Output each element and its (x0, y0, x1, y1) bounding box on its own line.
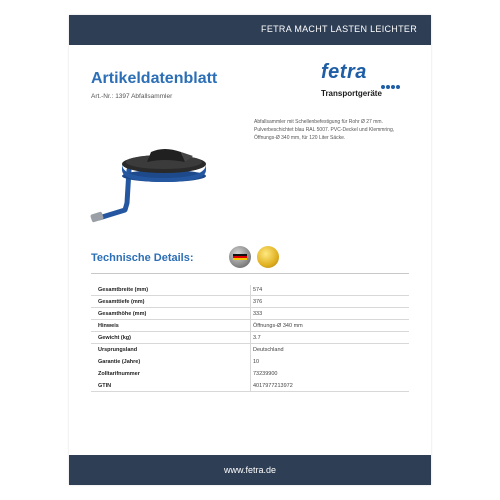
logo-subtitle: Transportgeräte (321, 89, 382, 98)
spec-label: Garantie (Jahre) (98, 359, 141, 365)
spec-label: Gesamtbreite (mm) (98, 287, 149, 293)
fetra-logo (321, 61, 411, 107)
footer-bar (69, 455, 431, 485)
logo-dots-icon (381, 76, 401, 94)
technical-details-heading: Technische Details: (91, 252, 194, 264)
spec-row (91, 297, 409, 308)
heading-divider (91, 273, 409, 274)
spec-label: Zolltarifnummer (98, 371, 140, 377)
footer-url: www.fetra.de (223, 465, 277, 475)
row-separator (91, 295, 409, 296)
spec-row (91, 369, 409, 380)
spec-row (91, 321, 409, 332)
row-separator (91, 343, 409, 344)
spec-value: 73239900 (253, 371, 278, 377)
logo-brand: fetra (321, 61, 367, 83)
spec-row (91, 285, 409, 296)
row-separator (91, 391, 409, 392)
spec-label: Gesamthöhe (mm) (98, 311, 147, 317)
warranty-badge-icon (257, 246, 279, 268)
spec-value: 10 (253, 359, 260, 365)
made-in-germany-badge-icon (229, 246, 251, 268)
spec-row (91, 309, 409, 320)
row-separator (91, 319, 409, 320)
slogan: FETRA MACHT LASTEN LEICHTER (261, 24, 417, 34)
article-number: Art.-Nr.: 1397 Abfallsammler (91, 93, 173, 100)
spec-label: Gesamttiefe (mm) (98, 299, 145, 305)
row-separator (91, 331, 409, 332)
spec-value: Öffnungs-Ø 340 mm (253, 323, 303, 329)
spec-value: Deutschland (253, 347, 284, 353)
spec-value: 333 (253, 311, 263, 317)
spec-label: Ursprungsland (98, 347, 138, 353)
spec-row (91, 357, 409, 368)
datasheet-page (69, 15, 431, 485)
spec-label: Hinweis (98, 323, 119, 329)
spec-value: 376 (253, 299, 263, 305)
page-title: Artikeldatenblatt (91, 70, 218, 87)
spec-value: 3.7 (253, 335, 261, 341)
spec-row (91, 333, 409, 344)
spec-value: 4017977213972 (253, 383, 293, 389)
spec-value: 574 (253, 287, 263, 293)
spec-label: Gewicht (kg) (98, 335, 132, 341)
header-bar (69, 15, 431, 45)
product-image (89, 118, 229, 228)
spec-label: GTIN (98, 383, 112, 389)
spec-row (91, 381, 409, 392)
product-description: Abfallsammler mit Schellenbefestigung für Rohr Ø 27 mm. Pulverbeschichtet blau RAL 5007. PVC-Deckel und Klemmring, Öffnungs-Ø 340 mm, für 120 Liter Säcke. (254, 119, 395, 141)
row-separator (91, 307, 409, 308)
spec-row (91, 345, 409, 356)
